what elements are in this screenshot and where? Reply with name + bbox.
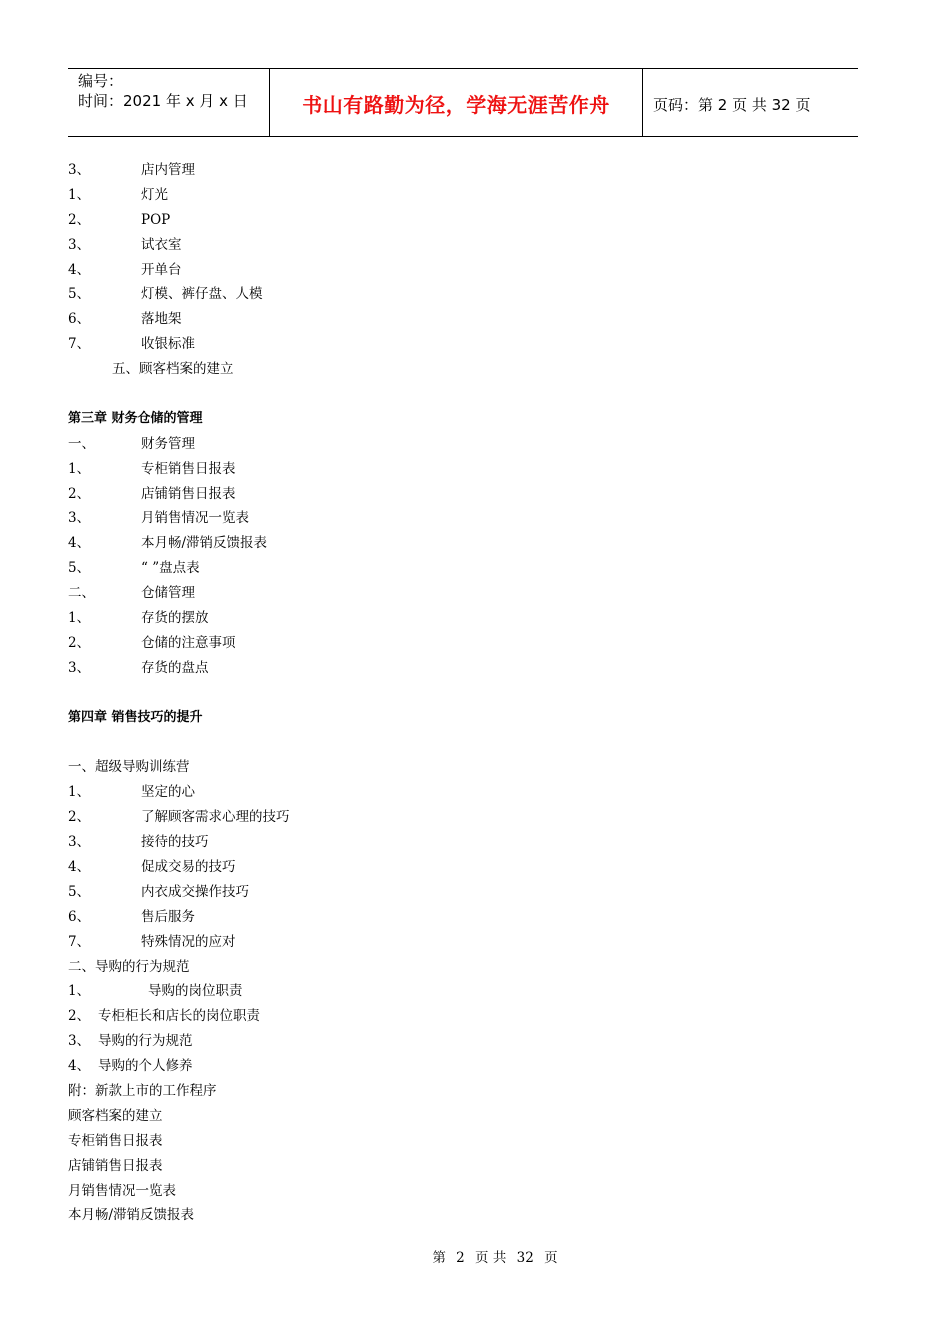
item-number: 4、: [68, 535, 91, 552]
item-text: 试衣室: [141, 236, 182, 253]
item-number: 3、: [68, 1033, 91, 1050]
item-number: 1、: [68, 186, 91, 203]
outline-item: [68, 855, 848, 880]
item-number: 5、: [68, 560, 91, 577]
blank-line: [68, 382, 848, 407]
item-number: 7、: [68, 933, 91, 950]
item-number: 2、: [68, 634, 91, 651]
text-line: 店铺销售日报表: [68, 1157, 163, 1174]
item-number: 5、: [68, 883, 91, 900]
item-number: 3、: [68, 659, 91, 676]
item-text: 导购的岗位职责: [148, 983, 243, 1000]
outline-item: [68, 805, 848, 830]
outline-item: [68, 830, 848, 855]
item-text: 导购的个人修养: [98, 1058, 193, 1075]
item-number: 5、: [68, 286, 91, 303]
item-text: 仓储的注意事项: [141, 634, 236, 651]
item-text: 导购的行为规范: [98, 1033, 193, 1050]
outline-item: [68, 1054, 848, 1079]
outline-item: [68, 457, 848, 482]
item-text: 店铺销售日报表: [141, 485, 236, 502]
item-number: 二、: [68, 585, 95, 602]
item-number: 1、: [68, 784, 91, 801]
item-text: 接待的技巧: [141, 834, 209, 851]
item-text: 售后服务: [141, 908, 195, 925]
item-text: 促成交易的技巧: [141, 858, 236, 875]
text-line: 顾客档案的建立: [68, 1107, 163, 1124]
outline-item: [68, 880, 848, 905]
item-text: 了解顾客需求心理的技巧: [141, 809, 290, 826]
footer-total-pages: 32: [516, 1250, 534, 1266]
outline-item: [68, 332, 848, 357]
outline-item: [68, 1004, 848, 1029]
outline-item: [68, 208, 848, 233]
item-text: 开单台: [141, 261, 182, 278]
item-text: 店内管理: [141, 162, 195, 178]
outline-item: [68, 631, 848, 656]
footer-page-number: 2: [456, 1250, 465, 1266]
text-line: 附：新款上市的工作程序: [68, 1082, 217, 1099]
header-meta: [78, 71, 263, 111]
item-text: 特殊情况的应对: [141, 933, 236, 950]
footer-prefix: 第: [432, 1250, 446, 1266]
outline-item: [68, 606, 848, 631]
outline-item: [68, 258, 848, 283]
item-number: 一、: [68, 435, 95, 452]
item-number: 1、: [68, 460, 91, 477]
item-text: POP: [141, 211, 171, 228]
header-motto: 书山有路勤为径，学海无涯苦作舟: [302, 93, 610, 117]
outline-item: [68, 780, 848, 805]
item-text: “ ”盘点表: [141, 560, 200, 577]
outline-item: [68, 183, 848, 208]
item-text: 专柜柜长和店长的岗位职责: [98, 1008, 260, 1025]
text-line: 一、超级导购训练营: [68, 759, 190, 776]
chapter-heading: 第四章 销售技巧的提升: [68, 709, 203, 725]
document-time-label: 时间：2021 年 x 月 x 日: [78, 92, 248, 110]
outline-item: [68, 432, 848, 457]
item-text: 月销售情况一览表: [141, 510, 249, 527]
item-number: 4、: [68, 858, 91, 875]
item-number: 2、: [68, 1008, 91, 1025]
item-text: 专柜销售日报表: [141, 460, 236, 477]
footer-suffix: 页: [544, 1250, 558, 1266]
outline-item: [68, 482, 848, 507]
text-line: 专柜销售日报表: [68, 1132, 163, 1149]
item-number: 1、: [68, 610, 91, 627]
outline-item: [68, 307, 848, 332]
outline-item: [68, 1029, 848, 1054]
outline-item: [68, 556, 848, 581]
item-text: 灯光: [141, 186, 168, 203]
header-divider: [642, 69, 643, 136]
document-body: [68, 158, 848, 1228]
outline-item: [68, 531, 848, 556]
item-number: 2、: [68, 485, 91, 502]
section-heading: 五、顾客档案的建立: [112, 361, 234, 378]
item-text: 坚定的心: [141, 784, 195, 801]
item-number: 4、: [68, 1058, 91, 1075]
text-line: 月销售情况一览表: [68, 1182, 176, 1199]
item-number: 3、: [68, 162, 91, 178]
item-text: 本月畅/滞销反馈报表: [141, 535, 268, 552]
item-number: 4、: [68, 261, 91, 278]
footer-mid: 页 共: [475, 1250, 507, 1266]
item-number: 2、: [68, 809, 91, 826]
item-text: 仓储管理: [141, 585, 195, 602]
outline-item: [68, 282, 848, 307]
chapter-heading: 第三章 财务仓储的管理: [68, 410, 203, 426]
item-text: 财务管理: [141, 435, 195, 452]
item-number: 1、: [68, 983, 91, 1000]
outline-item: [68, 930, 848, 955]
text-line: 二、导购的行为规范: [68, 958, 190, 975]
item-text: 内衣成交操作技巧: [141, 883, 249, 900]
header-table: [68, 68, 858, 137]
blank-line: [68, 730, 848, 755]
item-text: 落地架: [141, 311, 182, 328]
outline-item: [68, 905, 848, 930]
item-number: 6、: [68, 908, 91, 925]
item-text: 存货的盘点: [141, 659, 209, 676]
item-number: 3、: [68, 236, 91, 253]
header-page-info: 页码：第 2 页 共 32 页: [653, 96, 811, 114]
outline-item: [68, 506, 848, 531]
item-number: 3、: [68, 510, 91, 527]
item-number: 3、: [68, 834, 91, 851]
item-number: 7、: [68, 336, 91, 353]
item-number: 2、: [68, 211, 91, 228]
item-text: 存货的摆放: [141, 610, 209, 627]
outline-item: [68, 581, 848, 606]
outline-item: [68, 656, 848, 681]
document-number-label: 编号：: [78, 72, 124, 90]
text-line: 本月畅/滞销反馈报表: [68, 1207, 195, 1224]
outline-item: [68, 158, 848, 183]
outline-item: [68, 979, 848, 1004]
item-number: 6、: [68, 311, 91, 328]
page-footer: [0, 1246, 950, 1266]
item-text: 收银标准: [141, 336, 195, 353]
blank-line: [68, 681, 848, 706]
item-text: 灯模、裤仔盘、人模: [141, 286, 263, 303]
outline-item: [68, 233, 848, 258]
